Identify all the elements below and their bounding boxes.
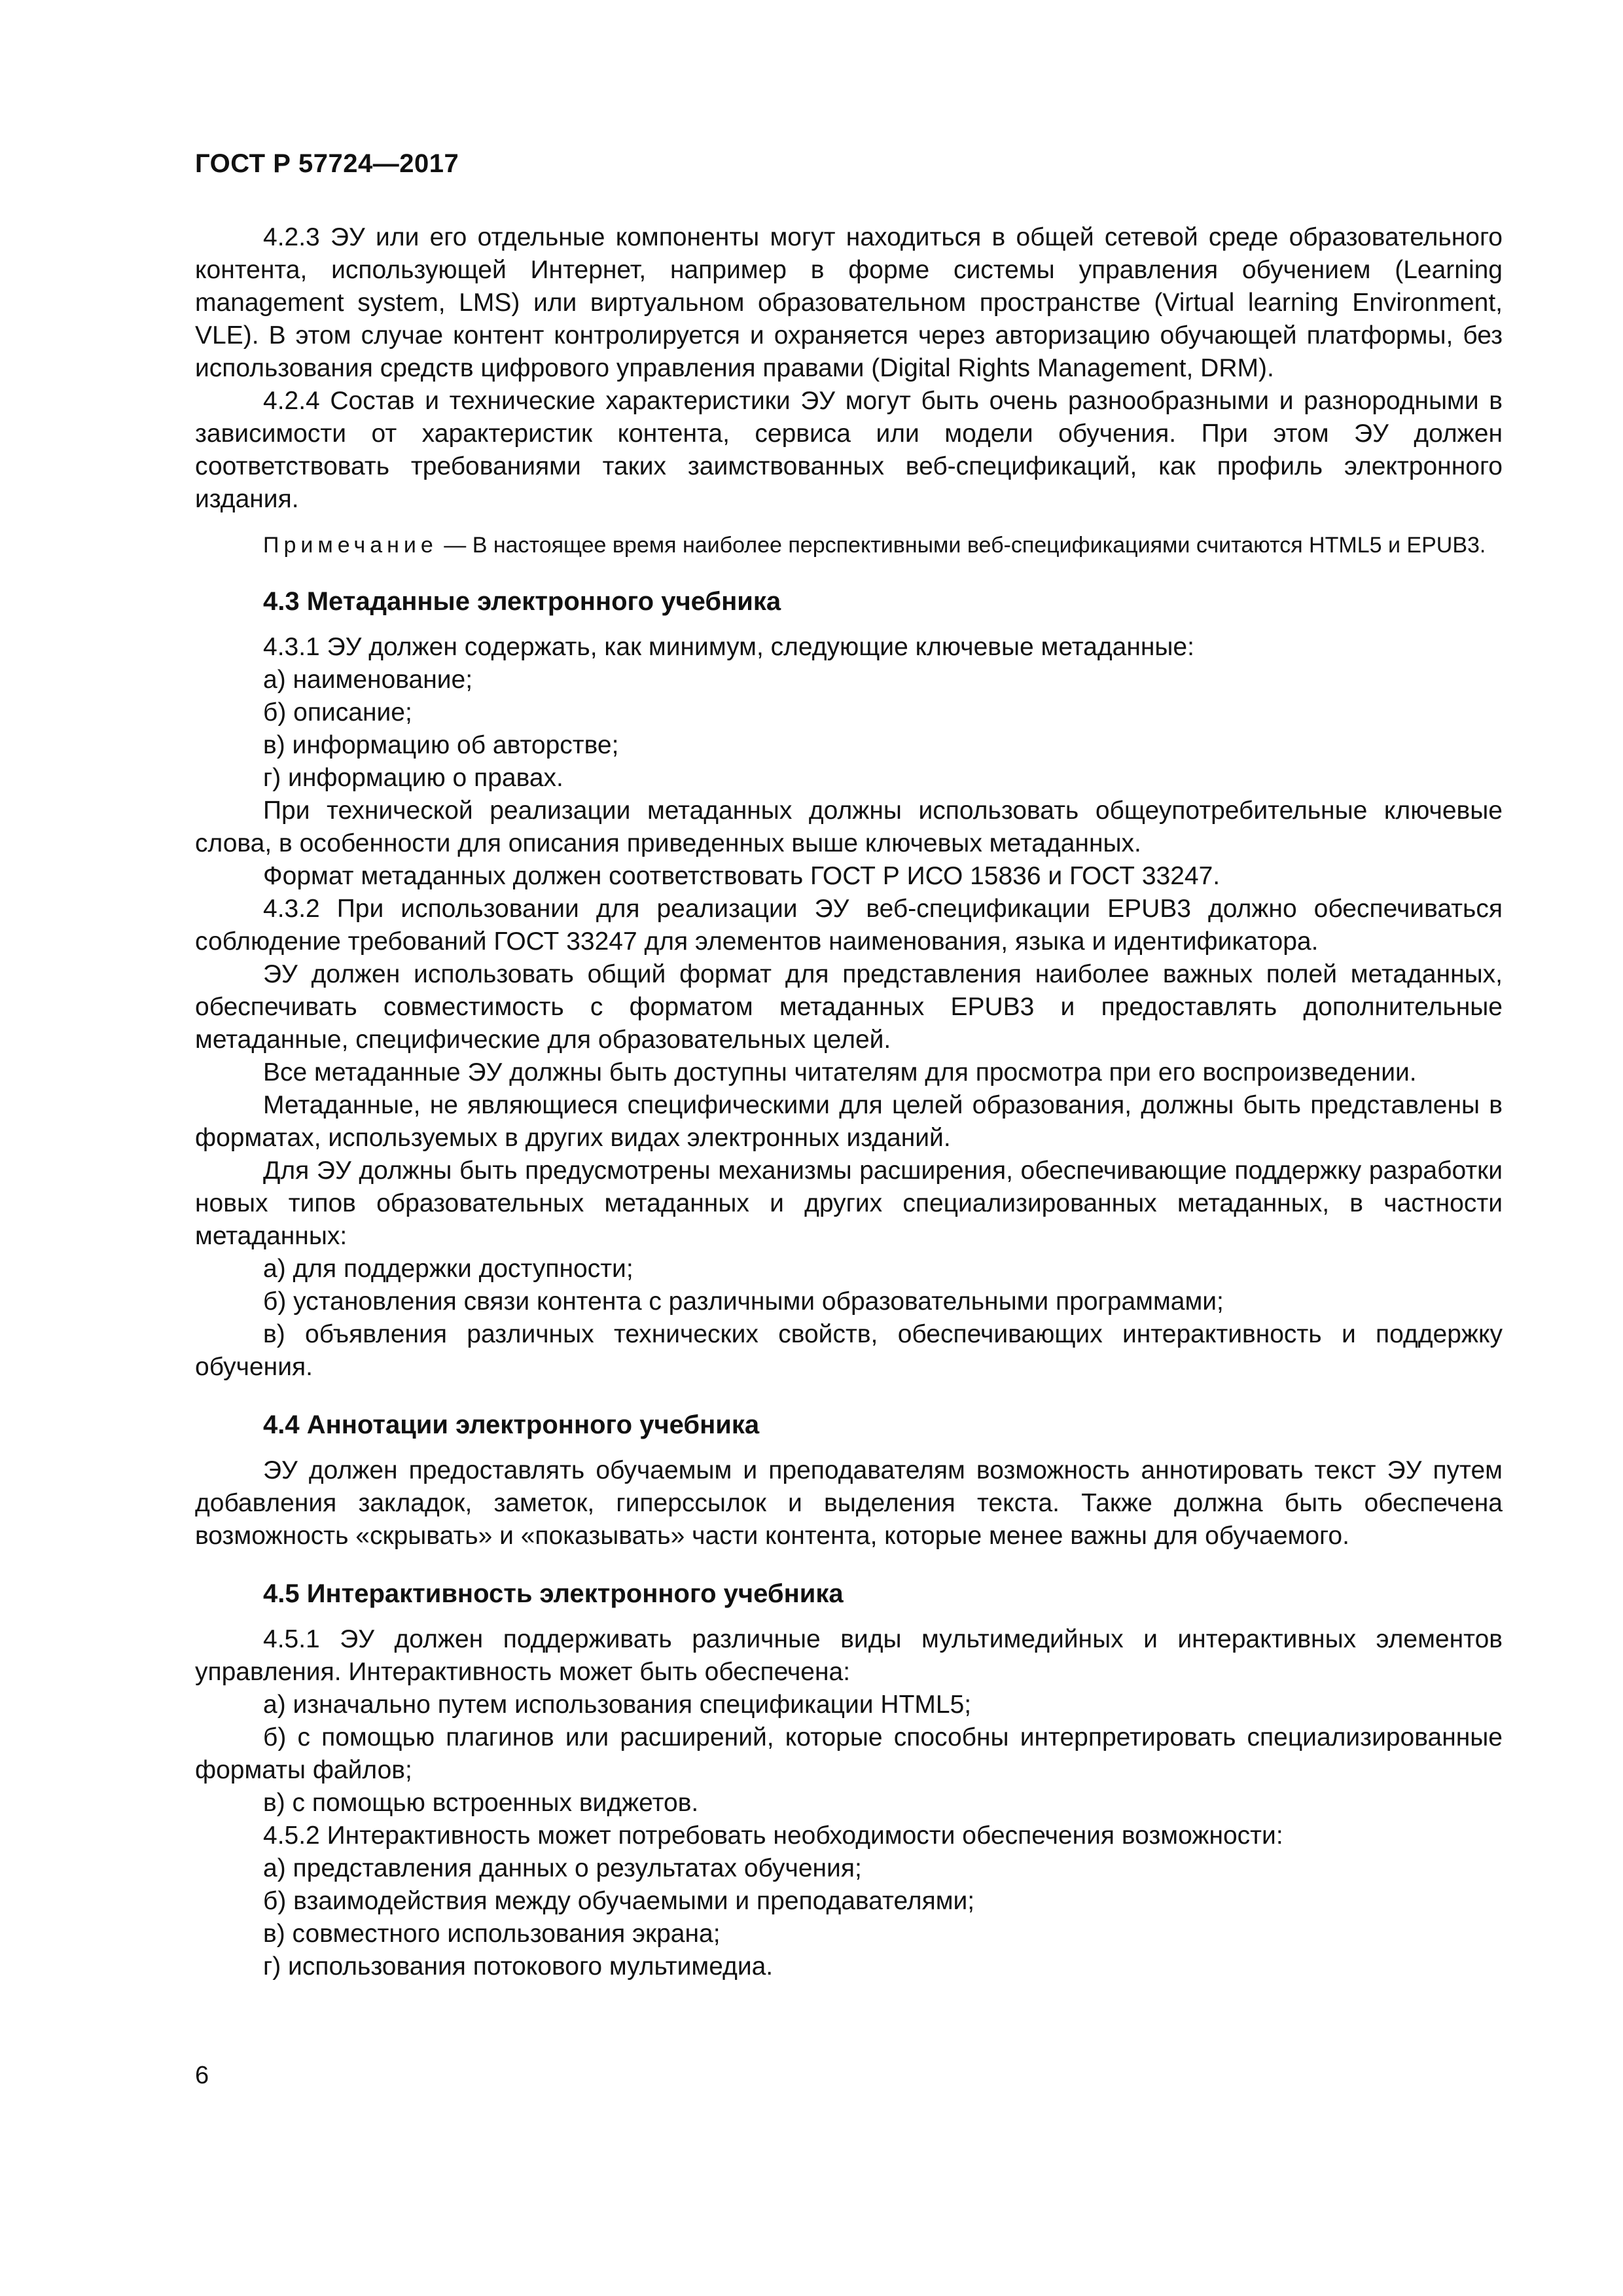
clause-4-3-1: 4.3.1 ЭУ должен содержать, как минимум, следующие ключевые метаданные: (263, 633, 1194, 661)
list-item: а) изначально путем использования спецификации HTML5; (263, 1691, 972, 1719)
list-item: а) представления данных о результатах обучения; (263, 1854, 862, 1882)
clause-4-5-2: 4.5.2 Интерактивность может потребовать необходимости обеспечения возможности: (263, 1821, 1283, 1850)
page-body (195, 221, 1503, 1983)
list-item: б) с помощью плагинов или расширений, которые способны интерпретировать специализированные форматы файлов; (195, 1723, 1503, 1784)
list-item: б) описание; (263, 698, 412, 726)
list-item: г) информацию о правах. (263, 764, 563, 792)
list-item: в) информацию об авторстве; (263, 731, 619, 759)
list-item: а) для поддержки доступности; (263, 1255, 633, 1283)
note-text: — В настоящее время наиболее перспективными веб-спецификациями считаются HTML5 и EPUB3. (437, 533, 1486, 558)
paragraph-format: Формат метаданных должен соответствовать ГОСТ Р ИСО 15836 и ГОСТ 33247. (263, 862, 1221, 890)
section-heading-4-5: 4.5 Интерактивность электронного учебника (263, 1579, 844, 1608)
clause-4-2-4: 4.2.4 Состав и технические характеристики ЭУ могут быть очень разнообразными и разнородными в зависимости от характеристик контента, сервиса или модели обучения. При этом ЭУ должен соответствовать требованиями таких заимствованных веб-спецификаций, как профиль электронного издания. (195, 387, 1503, 513)
list-item: в) совместного использования экрана; (263, 1920, 721, 1948)
page-number: 6 (195, 2062, 209, 2089)
list-item: в) объявления различных технических свойств, обеспечивающих интерактивность и поддержку обучения. (195, 1320, 1503, 1381)
note-label: Примечание (263, 533, 438, 558)
paragraph-nonspecific-metadata: Метаданные, не являющиеся специфическими для целей образования, должны быть представлены в форматах, используемых в других видах электронных изданий. (195, 1091, 1503, 1152)
document-code-header: ГОСТ Р 57724—2017 (195, 149, 459, 178)
list-item: б) взаимодействия между обучаемыми и преподавателями; (263, 1887, 975, 1915)
paragraph-keywords: При технической реализации метаданных должны использовать общеупотребительные ключевые слова, в особенности для описания приведенных выше ключевых метаданных. (195, 797, 1503, 857)
paragraph-common-format: ЭУ должен использовать общий формат для представления наиболее важных полей метаданных, обеспечивать совместимость с форматом метаданных EPUB3 и предоставлять дополнительные метаданные, специфические для образовательных целей. (195, 960, 1503, 1054)
list-item: а) наименование; (263, 666, 473, 694)
list-item: в) с помощью встроенных виджетов. (263, 1789, 699, 1817)
clause-4-3-2: 4.3.2 При использовании для реализации ЭУ веб-спецификации EPUB3 должно обеспечиваться соблюдение требований ГОСТ 33247 для элементов наименования, языка и идентификатора. (195, 895, 1503, 956)
clause-4-5-1: 4.5.1 ЭУ должен поддерживать различные виды мультимедийных и интерактивных элементов управления. Интерактивность может быть обеспечена: (195, 1625, 1503, 1686)
clause-4-2-3: 4.2.3 ЭУ или его отдельные компоненты могут находиться в общей сетевой среде образовательного контента, использующей Интернет, например в форме системы управления обучением (Learning management system, LMS) или виртуальном образовательном пространстве (Virtual learning Environment, VLE). В этом случае контент контролируется и охраняется через авторизацию обучающей платформы, без использования средств цифрового управления правами (Digital Rights Management, DRM). (195, 223, 1503, 382)
note (195, 530, 1503, 560)
section-heading-4-3: 4.3 Метаданные электронного учебника (263, 587, 781, 616)
section-heading-4-4: 4.4 Аннотации электронного учебника (263, 1410, 760, 1439)
paragraph-annotations: ЭУ должен предоставлять обучаемым и преподавателям возможность аннотировать текст ЭУ путем добавления закладок, заметок, гиперссылок и выделения текста. Также должна быть обеспечена возможность «скрывать» и «показывать» части контента, которые менее важны для обучаемого. (195, 1456, 1503, 1550)
list-item: б) установления связи контента с различными образовательными программами; (263, 1287, 1224, 1316)
paragraph-extension: Для ЭУ должны быть предусмотрены механизмы расширения, обеспечивающие поддержку разработки новых типов образовательных метаданных и других специализированных метаданных, в частности метаданных: (195, 1157, 1503, 1250)
paragraph-all-metadata: Все метаданные ЭУ должны быть доступны читателям для просмотра при его воспроизведении. (263, 1058, 1417, 1086)
list-item: г) использования потокового мультимедиа. (263, 1952, 774, 1981)
